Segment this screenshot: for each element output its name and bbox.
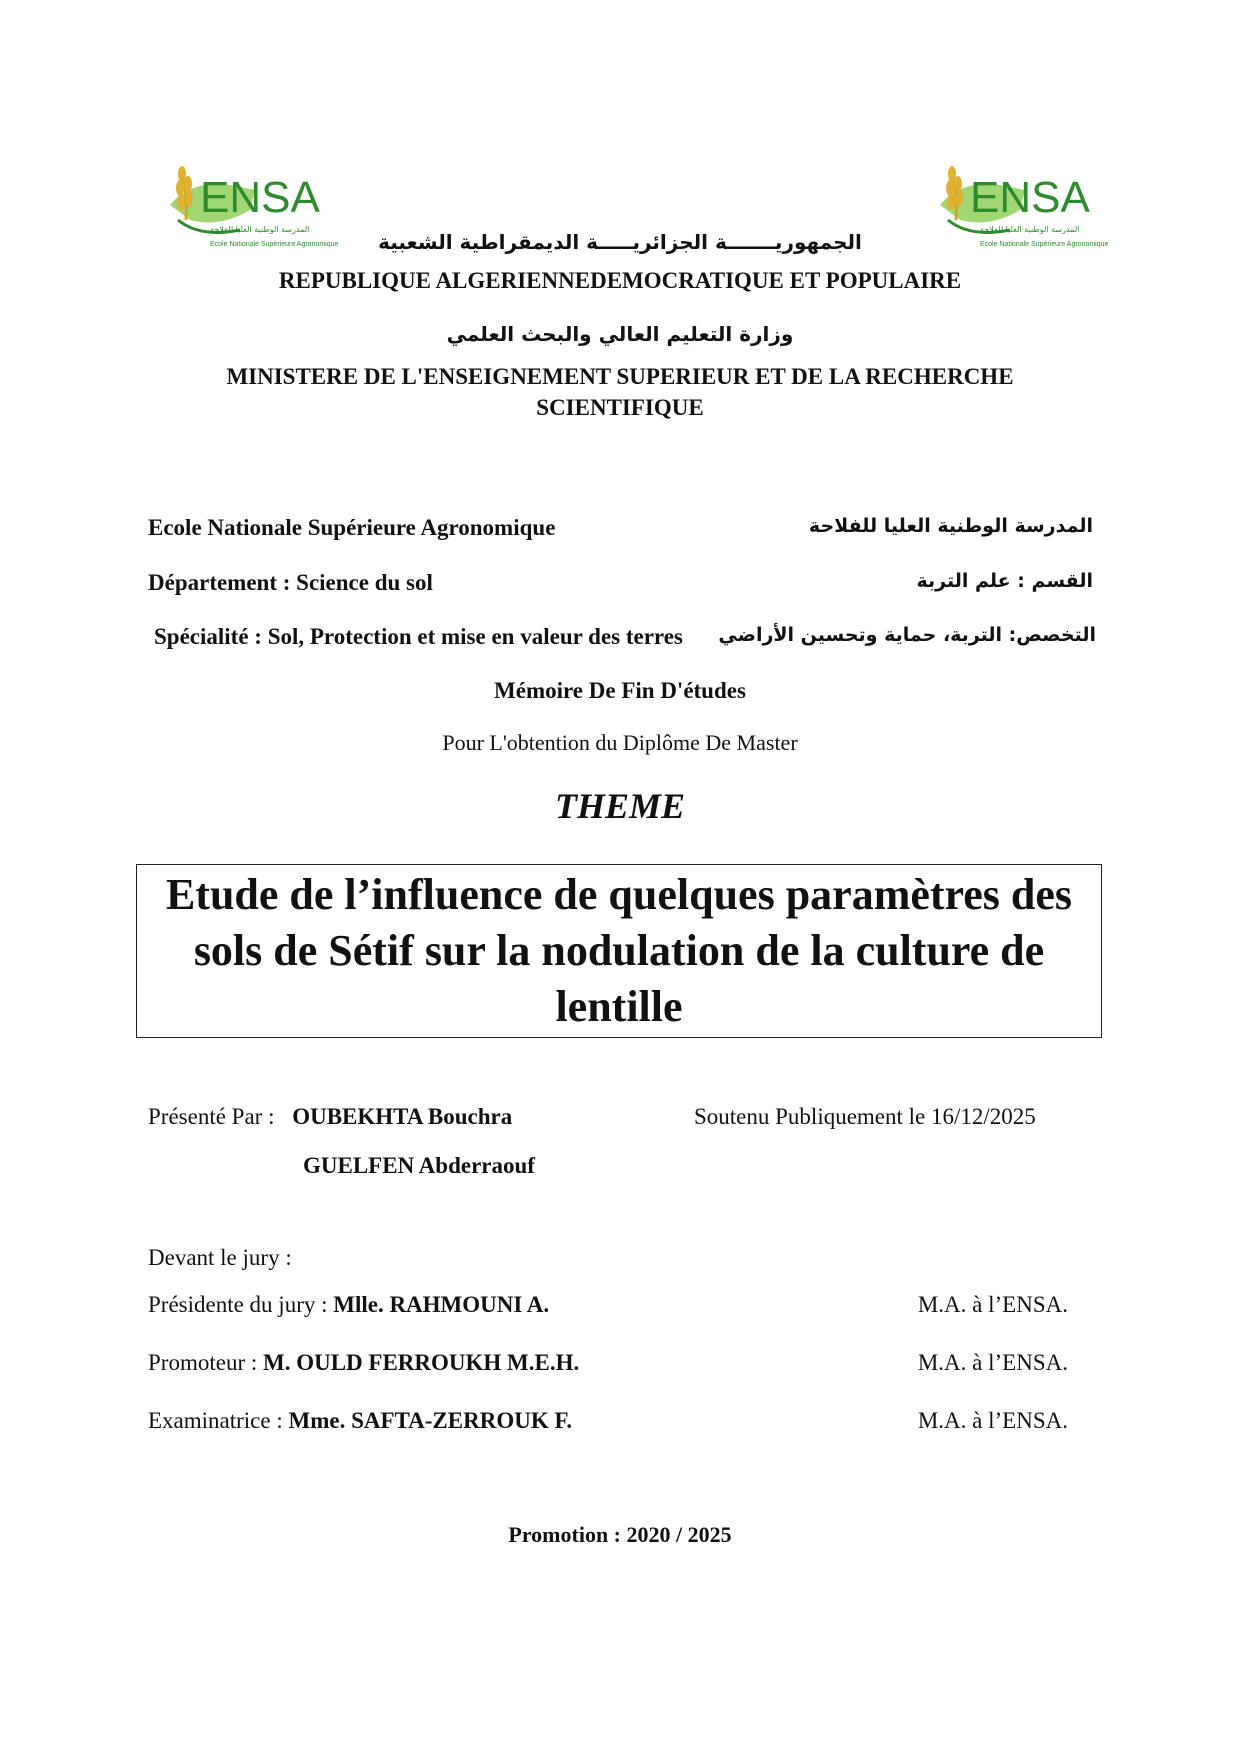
logo-brand-text: ENSA [200,173,320,222]
jury-name: Mlle. RAHMOUNI A. [333,1292,550,1317]
jury-name: M. OULD FERROUKH M.E.H. [263,1350,580,1375]
jury-role: Promoteur : [148,1350,258,1375]
presented-by-label: Présenté Par : [148,1104,275,1129]
department-ar: القسم : علم التربة [916,570,1093,592]
school-row [148,515,1093,551]
speciality-ar: التخصص: التربة، حماية وتحسين الأراضي [718,624,1096,646]
jury-name: Mme. SAFTA-ZERROUK F. [288,1408,573,1433]
jury-grade: M.A. à l’ENSA. [917,1292,1068,1317]
speciality-fr: Spécialité : Sol, Protection et mise en valeur des terres [154,624,683,649]
theme-title-line3: lentille [555,982,683,1031]
republic-french: REPUBLIQUE ALGERIENNEDEMOCRATIQUE ET POPULAIRE [278,268,962,293]
promotion: Promotion : 2020 / 2025 [508,1522,732,1547]
jury-grade: M.A. à l’ENSA. [917,1350,1068,1375]
jury-member [148,1350,1068,1376]
memoire-type: Mémoire De Fin D'études [494,678,746,703]
ministry-arabic: وزارة التعليم العالي والبحث العلمي [446,322,794,346]
department-fr: Département : Science du sol [148,570,433,595]
svg-text:Ecole Nationale Supérieure Agr: Ecole Nationale Supérieure Agronomique [210,241,339,248]
jury-role: Examinatrice : [148,1408,283,1433]
republic-arabic: الجمهوريـــــــة الجزائريـــــة الديمقراطية الشعبية [378,230,862,254]
logo-brand-text: ENSA [970,173,1090,222]
jury-role: Présidente du jury : [148,1292,328,1317]
svg-text:المدرسة الوطنية العليا للفلاحة: المدرسة الوطنية العليا للفلاحة [210,225,310,234]
theme-title-line2: sols de Sétif sur la nodulation de la culture de [193,926,1045,975]
school-name-fr: Ecole Nationale Supérieure Agronomique [148,515,556,540]
theme-title-box [136,864,1102,1038]
author-2: GUELFEN Abderraouf [303,1153,535,1178]
jury-member [148,1408,1068,1434]
theme-title-line1: Etude de l’influence de quelques paramètres des [165,870,1073,919]
department-row [148,570,1093,606]
jury-member [148,1292,1068,1318]
svg-text:المدرسة الوطنية العليا للفلاحة: المدرسة الوطنية العليا للفلاحة [980,225,1080,234]
svg-text:Ecole Nationale Supérieure Agr: Ecole Nationale Supérieure Agronomique [980,241,1109,248]
jury-intro: Devant le jury : [148,1245,292,1270]
defense-date: Soutenu Publiquement le 16/12/2025 [694,1104,1036,1129]
theme-title [144,867,1094,1035]
presented-by [148,1104,512,1130]
school-name-ar: المدرسة الوطنية العليا للفلاحة [808,515,1093,537]
theme-label: THEME [554,786,686,826]
jury-grade: M.A. à l’ENSA. [917,1408,1068,1433]
ministry-french-line2: SCIENTIFIQUE [536,395,704,420]
author-1: OUBEKHTA Bouchra [292,1104,513,1129]
speciality-row [154,624,1096,660]
ministry-french-line1: MINISTERE DE L'ENSEIGNEMENT SUPERIEUR ET DE LA RECHERCHE [226,364,1014,389]
memoire-purpose: Pour L'obtention du Diplôme De Master [442,730,798,755]
